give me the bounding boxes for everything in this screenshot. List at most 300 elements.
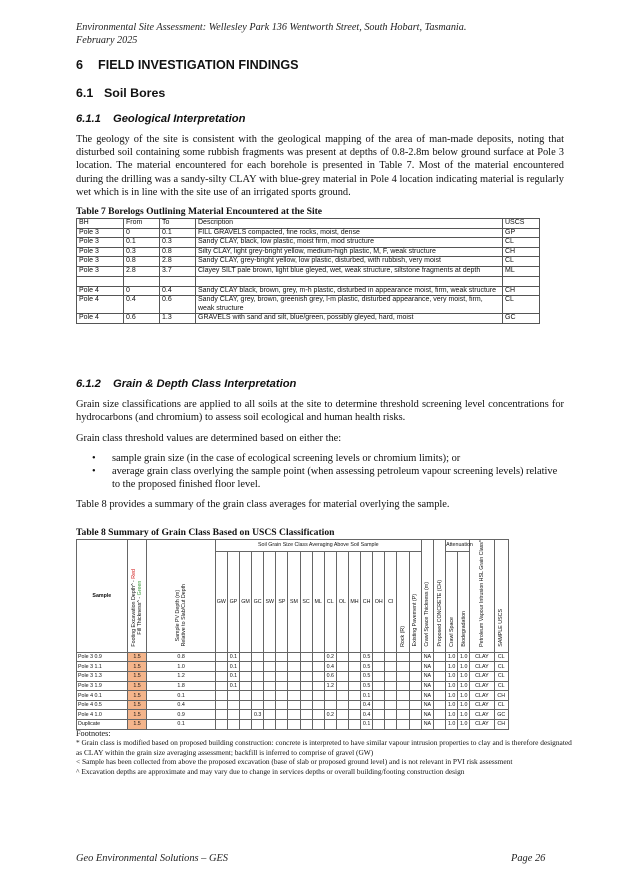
table8-cell [373, 672, 385, 682]
table8-cell: CLAY [470, 672, 494, 682]
table8-cell: 0.4 [324, 662, 336, 672]
table8-cell: 1.0 [458, 720, 470, 730]
table7-cell: 0 [124, 228, 160, 238]
table8-cell: 1.0 [458, 652, 470, 662]
table8-soil-col-header: CH [361, 551, 373, 652]
table8-caption: Table 8 Summary of Grain Class Based on USCS Classification [76, 527, 335, 538]
table7-cell: 0.4 [124, 296, 160, 314]
bullet-item [76, 452, 564, 465]
table8-cell [288, 681, 300, 691]
table8-cell [227, 720, 239, 730]
table8-rotated-header [458, 551, 470, 652]
table8-cell: Pole 4 1.0 [77, 710, 128, 720]
table8-cell [336, 710, 348, 720]
table8-cell: CL [494, 681, 508, 691]
table8-cell [276, 652, 288, 662]
table8-rotated-header [446, 551, 458, 652]
table7-cell: Sandy CLAY, black, low plastic, moist firm, mod structure [196, 238, 503, 248]
table7-cell: Silty CLAY, light grey-bright yellow, medium-high plastic, M, F, weak structure [196, 247, 503, 257]
table8-soil-group-header: Soil Grain Size Class Averaging Above Soil Sample [215, 540, 421, 552]
table7-cell: 0 [124, 286, 160, 296]
table8-soil-col-header: SW [264, 551, 276, 652]
table8-cell: 1.5 [127, 700, 147, 710]
table8-soil-col-header: GW [215, 551, 227, 652]
section-heading [76, 58, 299, 72]
table8-cell [288, 672, 300, 682]
table8-rotated-header [409, 551, 421, 652]
table8-cell [227, 700, 239, 710]
table-row [77, 700, 509, 710]
table7-cell: GC [503, 314, 540, 324]
table8-cell [276, 662, 288, 672]
table8-pvdepth-label [175, 584, 187, 646]
table8-cell: 0.1 [147, 691, 215, 701]
table8-cell: CLAY [470, 700, 494, 710]
table8-cell: 1.0 [458, 662, 470, 672]
footnote-line: < Sample has been collected from above the proposed excavation (base of slab or proposed ground level) and is not relevant in PVI risk assessment [76, 757, 513, 767]
table7-header-cell: To [160, 219, 196, 229]
table8-cell [312, 652, 324, 662]
table-row [77, 314, 540, 324]
paragraph-threshold: Grain class threshold values are determined based on either the: [76, 433, 342, 444]
table8-cell: CL [494, 652, 508, 662]
table8-cell [239, 672, 251, 682]
table7-cell: 1.3 [160, 314, 196, 324]
table8-cell [324, 691, 336, 701]
table8-cell: 0.1 [147, 720, 215, 730]
table8-soil-col-header: CL [324, 551, 336, 652]
table8-cell: CH [494, 691, 508, 701]
table8-cell [433, 662, 445, 672]
table8-soil-col-header: GM [239, 551, 251, 652]
rotated-col-label: Biodegradation [460, 611, 467, 647]
table8-cell [433, 681, 445, 691]
table8-cell: 0.1 [227, 652, 239, 662]
heading-geological-title: Geological Interpretation [113, 113, 246, 125]
header-date: February 2025 [76, 35, 138, 46]
table-row [77, 266, 540, 276]
footing-label-green: Green [137, 581, 144, 596]
table8-cell: CL [494, 672, 508, 682]
table8-cell: CLAY [470, 662, 494, 672]
table8-cell [300, 700, 312, 710]
table8-cell: CLAY [470, 710, 494, 720]
table8-cell [409, 710, 421, 720]
table7-cell: 0.8 [124, 257, 160, 267]
table7-cell: 0.1 [160, 228, 196, 238]
table8-cell [336, 720, 348, 730]
table8-cell: 0.4 [361, 710, 373, 720]
table8-cell [348, 691, 360, 701]
table8-cell [227, 691, 239, 701]
table-row [77, 238, 540, 248]
bullet-list [76, 452, 564, 491]
table8-cell: 1.0 [446, 700, 458, 710]
table7-cell [77, 276, 124, 286]
table7-cell: Sandy CLAY black, brown, grey, m-h plastic, disturbed in appearance moist, firm, weak structure [196, 286, 503, 296]
table8-cell [324, 700, 336, 710]
paragraph-grain-size: Grain size classifications are applied to all soils at the site to determine threshold screening level concentrations for hydrocarbons (and chromium) to assess soil ecological and human health risks. [76, 399, 564, 424]
table8-cell: 1.2 [324, 681, 336, 691]
table8-cell: 1.5 [127, 662, 147, 672]
footer-page-number: Page 26 [511, 853, 546, 864]
table8-cell [385, 700, 397, 710]
table7-cell: 0.1 [124, 238, 160, 248]
table8-cell [324, 720, 336, 730]
table7-cell: 2.8 [160, 257, 196, 267]
table7-header-cell: BH [77, 219, 124, 229]
table8-cell: Duplicate [77, 720, 128, 730]
footnotes-title: Footnotes: [76, 729, 111, 738]
table8-cell: CLAY [470, 652, 494, 662]
rotated-col-label: Existing Pavement (P) [412, 594, 419, 647]
section-title: FIELD INVESTIGATION FINDINGS [98, 58, 299, 72]
table8-cell [215, 710, 227, 720]
table8-cell: NA [421, 662, 433, 672]
table7-cell: Pole 4 [77, 286, 124, 296]
table7-cell: Pole 3 [77, 266, 124, 276]
table-row [77, 691, 509, 701]
table8-cell: GC [494, 710, 508, 720]
table7-cell [160, 276, 196, 286]
paragraph-table8-intro: Table 8 provides a summary of the grain class averages for material overlying the sample. [76, 499, 450, 510]
table8-cell [215, 720, 227, 730]
table8-soil-col-header: ML [312, 551, 324, 652]
rotated-col-label: Rock (R) [399, 625, 406, 647]
table8-cell [397, 691, 409, 701]
table8-cell [264, 710, 276, 720]
heading-grain-title: Grain & Depth Class Interpretation [113, 378, 297, 390]
table8-cell [373, 662, 385, 672]
table8-cell [397, 672, 409, 682]
bullet-text: average grain class overlying the sample point (when assessing petroleum vapour screening levels) relative to the proposed finished floor level. [112, 466, 558, 490]
table8-cell [336, 681, 348, 691]
table8-cell: 1.0 [458, 681, 470, 691]
table8-cell [252, 691, 264, 701]
header-title: Environmental Site Assessment: Wellesley Park 136 Wentworth Street, South Hobart, Tasmania. [76, 22, 467, 33]
table-row [77, 247, 540, 257]
table7-cell: Clayey SILT pale brown, light blue gleyed, wet, weak structure, siltstone fragments at depth [196, 266, 503, 276]
table8-cell [397, 700, 409, 710]
table8-cell: CL [494, 700, 508, 710]
footer-company: Geo Environmental Solutions – GES [76, 853, 228, 864]
table8-cell [397, 681, 409, 691]
table8-cell [252, 681, 264, 691]
table8-cell: 0.1 [227, 681, 239, 691]
footing-label-b: Fill Thickness^ - [137, 595, 144, 636]
table8-cell [215, 672, 227, 682]
table8-cell [288, 662, 300, 672]
table7-cell: Pole 4 [77, 314, 124, 324]
table7-cell: 0.6 [160, 296, 196, 314]
table8-cell: NA [421, 652, 433, 662]
table-row [77, 710, 509, 720]
table-row [77, 296, 540, 314]
table8-cell [264, 700, 276, 710]
table8-cell [348, 700, 360, 710]
table8-cell: 1.0 [147, 662, 215, 672]
table7-cell: CL [503, 296, 540, 314]
table8-cell: 0.1 [361, 691, 373, 701]
table8-cell [373, 700, 385, 710]
table8-cell [397, 720, 409, 730]
table8-cell [215, 700, 227, 710]
table8-cell: 0.1 [227, 672, 239, 682]
bullet-item [76, 465, 564, 491]
table8-cell: CLAY [470, 681, 494, 691]
table8-cell: 1.0 [446, 720, 458, 730]
table8-rotated-header [421, 540, 433, 653]
footnote-line: * Grain class is modified based on proposed building construction: concrete is interpreted to have similar vapour intrusion properties to clay and is therefore designated as CLAY within the grain size averaging assessment; backfill is inferred to comprise of gravel (GW) [76, 738, 572, 757]
table8-cell [239, 720, 251, 730]
table8-cell [252, 700, 264, 710]
table7-header-row [77, 219, 540, 229]
table8-cell: 1.5 [127, 652, 147, 662]
table8-cell [300, 710, 312, 720]
table8-cell [288, 720, 300, 730]
table8-cell [215, 652, 227, 662]
table8-grain-class [76, 539, 509, 730]
table8-cell [264, 720, 276, 730]
table8-cell: 1.2 [147, 672, 215, 682]
table8-cell [409, 691, 421, 701]
table7-header-cell: USCS [503, 219, 540, 229]
table8-cell: 1.0 [458, 691, 470, 701]
table8-cell [373, 652, 385, 662]
table8-cell: 1.0 [458, 672, 470, 682]
table8-cell [312, 681, 324, 691]
table8-cell [312, 700, 324, 710]
bullet-text: sample grain size (in the case of ecological screening levels or chromium limits); or [112, 453, 461, 464]
table8-cell [433, 691, 445, 701]
table-row [77, 681, 509, 691]
table8-rotated-header [397, 551, 409, 652]
table8-cell [312, 691, 324, 701]
table7-cell: Sandy CLAY, grey, brown, greenish grey, l-m plastic, disturbed appearance, very moist, firm, weak structure [196, 296, 503, 314]
paragraph-geology: The geology of the site is consistent with the geological mapping of the area of man-made deposits, noting that disturbed soil containing some rubbish fragments was present at depths of 0.8-2.8m below ground surface at Pole 3 location. The material encountered for each borehole is presented in Table 7. Most of the material encountered during the drilling was a sandy-silty CLAY with blue-grey material in Pole 4 location indicating material is regularly wet which is in line with the site use of an irrigated sports ground. [76, 134, 564, 198]
footnotes [76, 729, 572, 776]
table8-cell: 1.0 [446, 681, 458, 691]
pvdepth-label-b: Relative to Slab/Cut Depth [181, 584, 188, 647]
table8-cell [373, 681, 385, 691]
rotated-col-label: Crawl Space [448, 616, 455, 647]
table7-cell [503, 276, 540, 286]
table7-cell [124, 276, 160, 286]
table8-cell [300, 720, 312, 730]
table8-cell [348, 710, 360, 720]
table7-borelogs [76, 218, 540, 324]
table7-cell: 0.6 [124, 314, 160, 324]
table8-cell [300, 652, 312, 662]
table8-cell [312, 662, 324, 672]
table8-cell: 0.9 [147, 710, 215, 720]
table7-cell: Pole 3 [77, 228, 124, 238]
table8-cell [397, 662, 409, 672]
table8-cell [239, 662, 251, 672]
table7-cell: Pole 3 [77, 238, 124, 248]
table8-cell: Pole 4 0.5 [77, 700, 128, 710]
table8-cell [276, 681, 288, 691]
table8-cell: CLAY [470, 720, 494, 730]
rotated-col-label: Proposed CONCRETE (CH) [436, 580, 443, 647]
table8-soil-col-header: OL [336, 551, 348, 652]
table7-cell: 3.7 [160, 266, 196, 276]
table8-cell [385, 691, 397, 701]
table8-footing-label [131, 569, 143, 647]
heading-geological [76, 113, 245, 125]
table7-cell: FILL GRAVELS compacted, fine rocks, moist, dense [196, 228, 503, 238]
table8-cell [348, 652, 360, 662]
table8-cell: 0.2 [324, 710, 336, 720]
table8-cell [215, 691, 227, 701]
footing-label-a: Footing Excavation Depth^ - [131, 579, 138, 647]
table8-cell [288, 691, 300, 701]
table8-cell [312, 710, 324, 720]
table8-cell [385, 710, 397, 720]
heading-grain-depth [76, 378, 296, 390]
bullet-dot: • [92, 466, 96, 477]
table8-soil-col-header: CI [385, 551, 397, 652]
table7-cell: 0.8 [160, 247, 196, 257]
table7-header-cell: From [124, 219, 160, 229]
table8-cell [385, 662, 397, 672]
table8-cell [227, 710, 239, 720]
table8-cell [336, 652, 348, 662]
table8-cell [300, 662, 312, 672]
table8-cell: CH [494, 720, 508, 730]
table7-cell: CL [503, 238, 540, 248]
table8-cell [264, 672, 276, 682]
table8-cell [433, 672, 445, 682]
table8-cell [264, 681, 276, 691]
table8-attenuation-header: Attenuation [446, 540, 470, 552]
table8-cell: 0.5 [361, 652, 373, 662]
table8-cell [300, 691, 312, 701]
table8-cell [433, 710, 445, 720]
table8-cell [276, 700, 288, 710]
table8-soil-col-header: SP [276, 551, 288, 652]
table8-cell [348, 672, 360, 682]
table8-sample-header: Sample [77, 540, 128, 653]
table8-cell [397, 652, 409, 662]
table8-cell [276, 720, 288, 730]
table8-cell: 1.8 [147, 681, 215, 691]
table-row [77, 257, 540, 267]
table8-cell [288, 652, 300, 662]
table8-cell: 0.3 [252, 710, 264, 720]
table8-cell [252, 720, 264, 730]
table8-cell [433, 652, 445, 662]
table8-cell [312, 720, 324, 730]
table8-cell [252, 652, 264, 662]
table8-cell: 0.5 [361, 681, 373, 691]
table8-cell: 1.5 [127, 710, 147, 720]
running-header [76, 21, 466, 47]
table8-group-header-row [77, 540, 509, 552]
table8-cell: Pole 3 1.9 [77, 681, 128, 691]
table8-cell [409, 681, 421, 691]
table8-cell: 0.1 [361, 720, 373, 730]
table7-cell: 0.3 [160, 238, 196, 248]
table8-cell [336, 672, 348, 682]
table-row [77, 652, 509, 662]
table8-cell [252, 672, 264, 682]
table8-cell: 1.5 [127, 691, 147, 701]
table8-cell [239, 710, 251, 720]
rotated-col-label: SAMPLE USCS [498, 609, 505, 647]
table8-rotated-header [494, 540, 508, 653]
table8-cell [385, 652, 397, 662]
table8-cell [336, 700, 348, 710]
table8-cell: NA [421, 672, 433, 682]
table7-header-cell: Description [196, 219, 503, 229]
table7-caption: Table 7 Borelogs Outlining Material Encountered at the Site [76, 206, 323, 217]
table8-cell [409, 662, 421, 672]
table8-cell [409, 672, 421, 682]
table8-cell [276, 710, 288, 720]
table-row [77, 228, 540, 238]
table8-footing-header [127, 540, 147, 653]
rotated-col-label: Crawl Space Thickness (m) [424, 582, 431, 647]
table8-cell [433, 700, 445, 710]
table8-cell: 0.8 [147, 652, 215, 662]
table7-cell: CL [503, 257, 540, 267]
table8-cell: 0.2 [324, 652, 336, 662]
table8-cell [300, 681, 312, 691]
table-row [77, 720, 509, 730]
subsection-number: 6.1 [76, 86, 94, 100]
table7-cell: Sandy CLAY, grey-bright yellow, low plastic, disturbed, with rubbish, very moist [196, 257, 503, 267]
table8-cell [409, 720, 421, 730]
table8-soil-col-header: OH [373, 551, 385, 652]
table8-cell [239, 681, 251, 691]
table7-cell: GP [503, 228, 540, 238]
table7-cell: ML [503, 266, 540, 276]
footing-label-red: Red [131, 569, 138, 580]
table8-cell [397, 710, 409, 720]
table8-cell [215, 681, 227, 691]
table7-cell: Pole 3 [77, 257, 124, 267]
table7-cell: Pole 3 [77, 247, 124, 257]
table8-cell: CL [494, 662, 508, 672]
table8-pvdepth-header [147, 540, 215, 653]
table8-cell: 1.0 [446, 710, 458, 720]
table8-soil-col-header: GP [227, 551, 239, 652]
table8-cell: 1.5 [127, 681, 147, 691]
table-row [77, 662, 509, 672]
table8-cell: NA [421, 700, 433, 710]
table8-cell [288, 700, 300, 710]
table8-cell [336, 691, 348, 701]
table8-cell: NA [421, 710, 433, 720]
table8-soil-col-header: SM [288, 551, 300, 652]
table8-cell: 0.5 [361, 662, 373, 672]
table8-cell [409, 700, 421, 710]
table8-cell [239, 652, 251, 662]
table8-cell [433, 720, 445, 730]
table8-cell: NA [421, 691, 433, 701]
table7-cell [196, 276, 503, 286]
table8-cell [336, 662, 348, 672]
table8-cell [276, 672, 288, 682]
heading-grain-number: 6.1.2 [76, 378, 101, 390]
table8-cell [300, 672, 312, 682]
table7-cell: CH [503, 247, 540, 257]
table8-rotated-header [433, 540, 445, 653]
table8-cell [264, 691, 276, 701]
table8-cell [348, 681, 360, 691]
table8-cell [264, 652, 276, 662]
